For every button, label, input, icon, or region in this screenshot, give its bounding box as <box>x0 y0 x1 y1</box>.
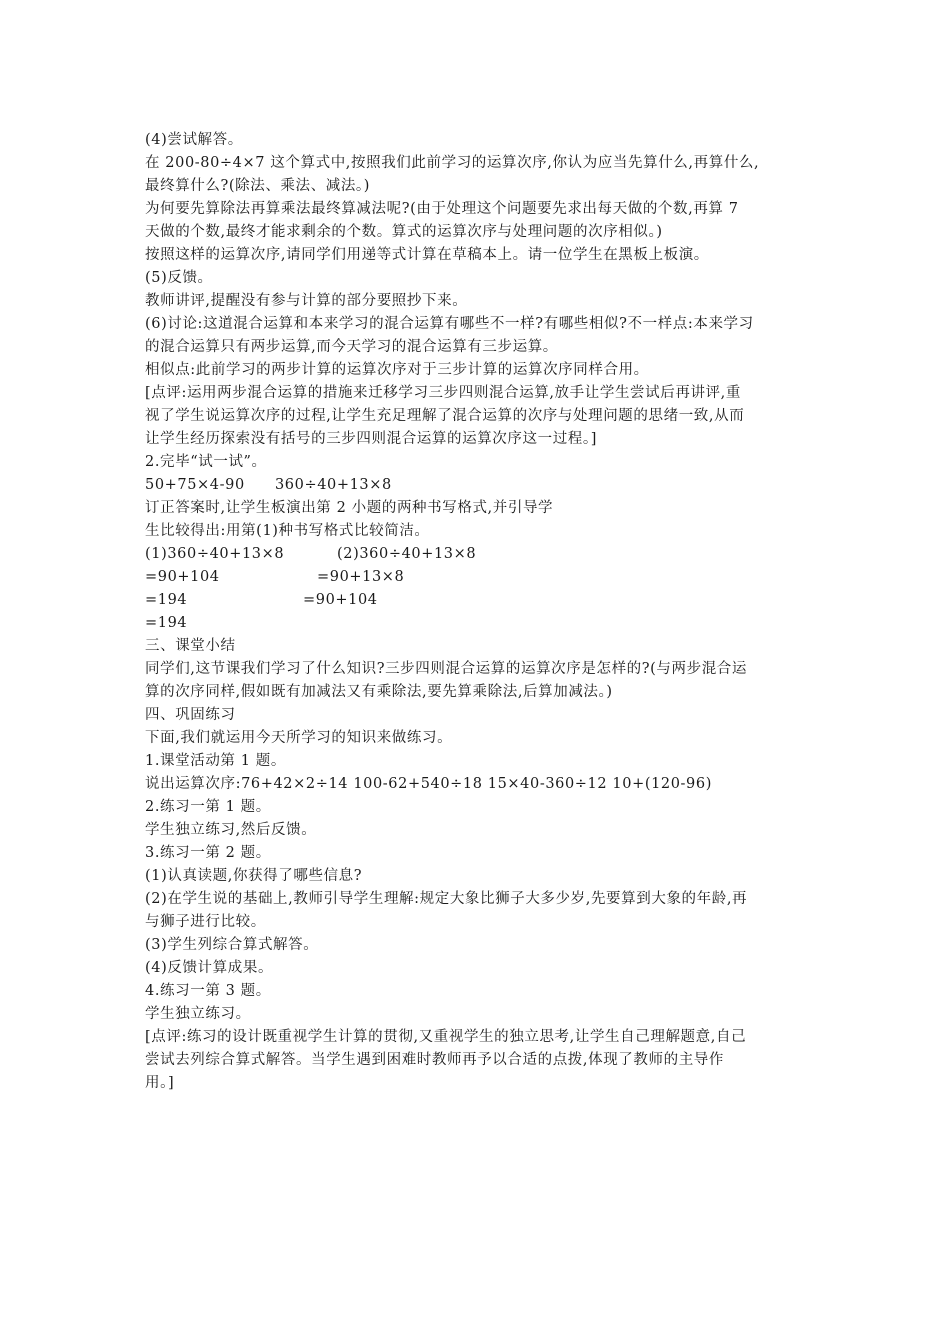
section-heading: 三、课堂小结 <box>145 638 236 654</box>
text-line: 让学生经历探索没有括号的三步四则混合运算的运算次序这一过程。] <box>145 431 598 447</box>
text-line: 与狮子进行比较。 <box>145 914 266 930</box>
text-line: 算的次序同样,假如既有加减法又有乘除法,要先算乘除法,后算加减法。) <box>145 684 613 700</box>
text-line: 在 200-80÷4×7 这个算式中,按照我们此前学习的运算次序,你认为应当先算什么,再算什么, <box>145 155 760 171</box>
text-line: 同学们,这节课我们学习了什么知识?三步四则混合运算的运算次序是怎样的?(与两步混合运 <box>145 661 748 677</box>
text-line: 下面,我们就运用今天所学习的知识来做练习。 <box>145 730 453 746</box>
text-line: 说出运算次序:76+42×2÷14 100-62+540÷18 15×40-360÷12 10+(120-96) <box>145 776 712 792</box>
text-line: 为何要先算除法再算乘法最终算减法呢?(由于处理这个问题要先求出每天做的个数,再算 7 <box>145 201 739 217</box>
text-line: (6)讨论:这道混合运算和本来学习的混合运算有哪些不一样?有哪些相似?不一样点:本来学习 <box>145 316 754 332</box>
text-line: 相似点:此前学习的两步计算的运算次序对于三步计算的运算次序同样合用。 <box>145 362 649 378</box>
text-line: 学生独立练习,然后反馈。 <box>145 822 317 838</box>
text-line: 视了学生说运算次序的过程,让学生充足理解了混合运算的次序与处理问题的思绪一致,从而 <box>145 408 745 424</box>
text-line: =90+13×8 <box>317 569 405 585</box>
text-line: 2.练习一第 1 题。 <box>145 799 271 815</box>
text-line: [点评:运用两步混合运算的措施来迁移学习三步四则混合运算,放手让学生尝试后再讲评,重 <box>145 385 741 401</box>
text-line: 1.课堂活动第 1 题。 <box>145 753 286 769</box>
text-line: (5)反馈。 <box>145 270 213 286</box>
text-line: 2.完毕“试一试”。 <box>145 454 267 470</box>
text-line: (1)认真读题,你获得了哪些信息? <box>145 868 363 884</box>
text-line: =90+104 <box>145 569 220 585</box>
text-line: =194 <box>145 592 188 608</box>
text-line: 生比较得出:用第(1)种书写格式比较简洁。 <box>145 523 430 539</box>
text-line: 学生独立练习。 <box>145 1006 251 1022</box>
text-line: 订正答案时,让学生板演出第 2 小题的两种书写格式,并引导学 <box>145 500 554 516</box>
text-line: 用。] <box>145 1075 175 1091</box>
text-line: 的混合运算只有两步运算,而今天学习的混合运算有三步运算。 <box>145 339 558 355</box>
text-line: 按照这样的运算次序,请同学们用递等式计算在草稿本上。请一位学生在黑板上板演。 <box>145 247 709 263</box>
text-line: 3.练习一第 2 题。 <box>145 845 271 861</box>
text-line: 50+75×4-90 360÷40+13×8 <box>145 477 392 493</box>
text-line: 最终算什么?(除法、乘法、减法。) <box>145 178 371 194</box>
text-line: 尝试去列综合算式解答。当学生遇到困难时教师再予以合适的点拨,体现了教师的主导作 <box>145 1052 725 1068</box>
text-line: (4)尝试解答。 <box>145 132 243 148</box>
text-line: 天做的个数,最终才能求剩余的个数。算式的运算次序与处理问题的次序相似。) <box>145 224 663 240</box>
text-line: (2)在学生说的基础上,教师引导学生理解:规定大象比狮子大多少岁,先要算到大象的年龄,再 <box>145 891 748 907</box>
text-line: 教师讲评,提醒没有参与计算的部分要照抄下来。 <box>145 293 468 309</box>
text-line: (1)360÷40+13×8 <box>145 546 285 562</box>
text-line: =194 <box>145 615 188 631</box>
text-line: 4.练习一第 3 题。 <box>145 983 271 999</box>
text-line: [点评:练习的设计既重视学生计算的贯彻,又重视学生的独立思考,让学生自己理解题意,自己 <box>145 1029 747 1045</box>
text-line: (2)360÷40+13×8 <box>337 546 477 562</box>
text-line: (3)学生列综合算式解答。 <box>145 937 319 953</box>
section-heading: 四、巩固练习 <box>145 707 236 723</box>
text-line: (4)反馈计算成果。 <box>145 960 274 976</box>
text-line: =90+104 <box>303 592 378 608</box>
